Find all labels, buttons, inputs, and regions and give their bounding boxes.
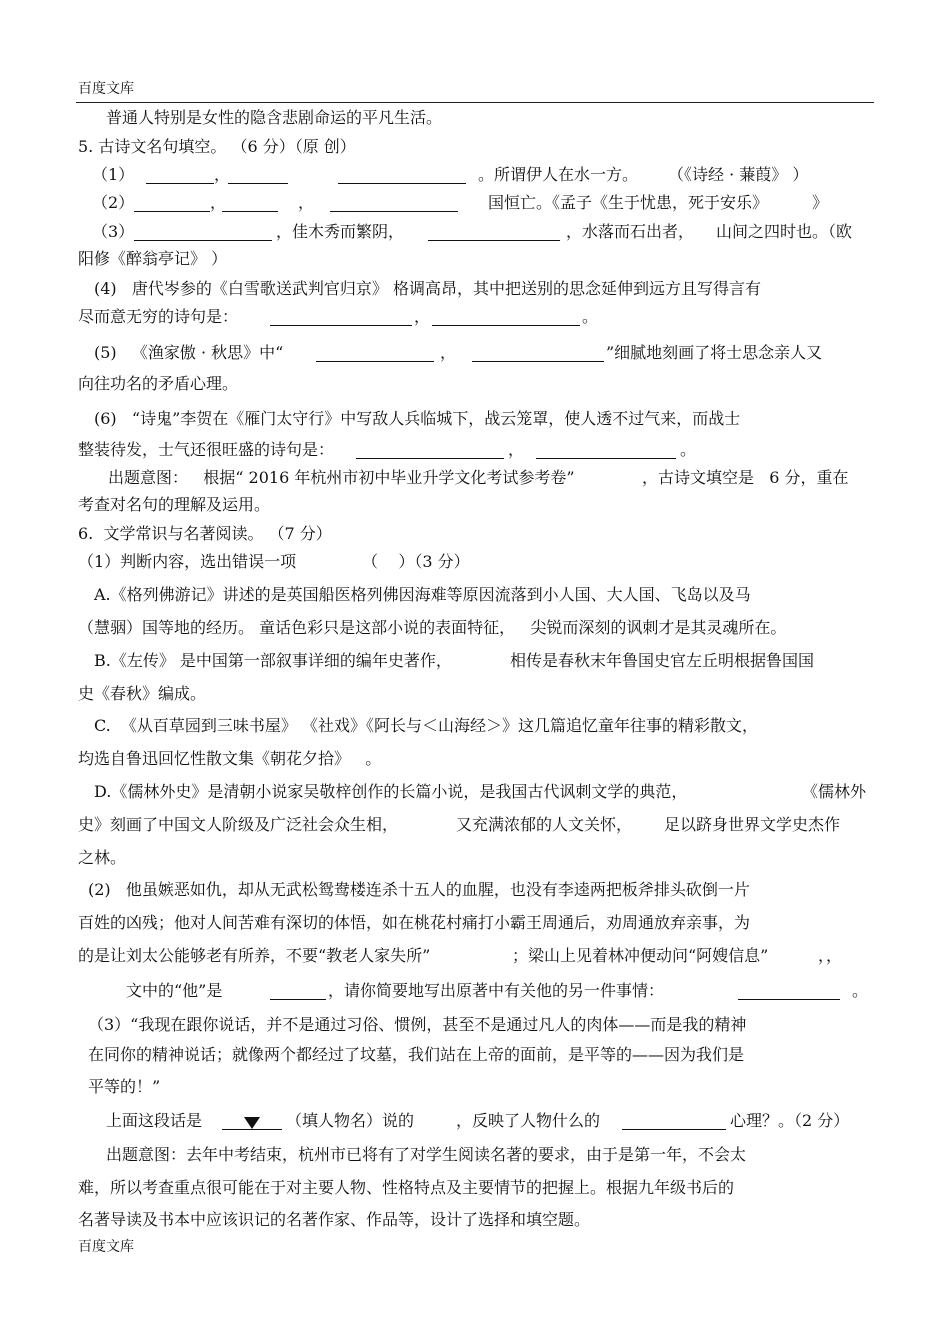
text-line: ；梁山上见着林冲便动问“阿嫂信息” xyxy=(512,946,769,965)
text-line: 难，所以考查重点很可能在于对主要人物、性格特点及主要情节的把握上。根据九年级书后的 xyxy=(78,1178,735,1197)
text-line: 出题意图：去年中考结束，杭州市已将有了对学生阅读名著的要求，由于是第一年，不会太 xyxy=(106,1145,747,1164)
answer-blank[interactable] xyxy=(432,309,580,326)
text-line: 《儒林外 xyxy=(802,782,867,801)
text-line: 足以跻身世界文学史杰作 xyxy=(664,815,841,834)
text-line: 在同你的精神说话；就像两个都经过了坟墓，我们站在上帝的面前，是平等的——因为我们是 xyxy=(88,1045,745,1064)
text-line: ， xyxy=(508,440,525,459)
question-6-heading: 6. 文学常识与名著阅读。 （7 分） xyxy=(78,524,332,543)
text-line: ， xyxy=(298,193,315,212)
text-line: ， xyxy=(214,165,231,184)
text-line: 百姓的凶残；他对人间苦难有深切的体悟，如在桃花村痛打小霸王周通后，劝周通放弃亲事，为 xyxy=(78,913,751,932)
text-line: 。 xyxy=(680,440,697,459)
text-line: 平等的！” xyxy=(88,1077,161,1096)
text-line: ， xyxy=(210,193,227,212)
answer-blank[interactable] xyxy=(316,345,434,362)
answer-blank[interactable] xyxy=(356,442,504,459)
text-line: 的是让刘太公能够老有所养，不要“教老人家失所” xyxy=(78,946,431,965)
header-rule xyxy=(76,102,874,103)
text-line: （3） xyxy=(92,222,135,241)
text-line: （慧骃）国等地的经历。 童话色彩只是这部小说的表面特征， 尖锐而深刻的讽刺才是其灵魂所在。 xyxy=(78,618,787,637)
answer-blank[interactable] xyxy=(134,195,210,212)
text-line: （ ）（3 分） xyxy=(362,552,470,571)
text-line: 向往功名的矛盾心理。 xyxy=(78,374,239,393)
option-d: D.《儒林外史》是清朝小说家吴敬梓创作的长篇小说，是我国古代讽刺文学的典范， xyxy=(94,782,688,801)
text-line: 。 xyxy=(582,307,599,326)
text-line: ，古诗文填空是 6 分，重在 xyxy=(642,468,849,487)
answer-blank[interactable] xyxy=(472,345,604,362)
answer-blank[interactable] xyxy=(536,442,676,459)
text-line: （1） xyxy=(92,165,135,184)
text-line: (6) “诗鬼”李贺在《雁门太守行》中写敌人兵临城下，战云笼罩，使人透不过气来，而战士 xyxy=(94,409,741,428)
text-line: 均选自鲁迅回忆性散文集《朝花夕拾》 。 xyxy=(78,749,382,768)
option-a: A.《格列佛游记》讲述的是英国船医格列佛因海难等原因流落到小人国、大人国、飞岛以及马 xyxy=(94,585,751,604)
option-c: C. 《从百草园到三味书屋》 《社戏》《阿长与＜山海经＞》这几篇追忆童年往事的精彩散文， xyxy=(94,716,759,735)
text-line: ， xyxy=(414,307,431,326)
answer-blank[interactable] xyxy=(330,195,458,212)
text-line: 阳修《醉翁亭记》 ） xyxy=(78,249,228,268)
text-line: （1）判断内容，选出错误一项 xyxy=(78,552,297,571)
text-line: 考查对名句的理解及运用。 xyxy=(78,495,271,514)
text-line: 普通人特别是女性的隐含悲剧命运的平凡生活。 xyxy=(106,108,443,127)
text-line: 又充满浓郁的人文关怀， xyxy=(456,815,633,834)
text-line: ，， xyxy=(818,946,843,965)
text-line: 。所谓伊人在水一方。 xyxy=(478,165,639,184)
text-line: ， xyxy=(440,343,457,362)
text-line: 上面这段话是 xyxy=(106,1111,203,1130)
answer-blank[interactable] xyxy=(222,195,278,212)
text-line: 》 xyxy=(812,193,829,212)
answer-blank[interactable] xyxy=(738,983,840,1000)
answer-blank[interactable] xyxy=(338,167,466,184)
text-line: 心理？。（2 分） xyxy=(730,1111,850,1130)
question-5-heading: 5. 古诗文名句填空。 （6 分）（原 创） xyxy=(78,137,356,156)
text-line: ”细腻地刻画了将士思念亲人又 xyxy=(606,343,823,362)
text-line: ，反映了人物什么的 xyxy=(456,1111,601,1130)
text-line: （2） xyxy=(92,193,135,212)
text-line: （3）“我现在跟你说话，并不是通过习俗、惯例，甚至不是通过凡人的肉体——而是我的精神 xyxy=(88,1015,747,1034)
text-line: 名著导读及书本中应该识记的名著作家、作品等，设计了选择和填空题。 xyxy=(78,1210,591,1229)
text-line: ，请你简要地写出原著中有关他的另一件事情： xyxy=(328,981,665,1000)
text-line: ，水落而石出者， xyxy=(566,222,695,241)
text-line: 国恒亡。《孟子《生于忧患，死于安乐》 xyxy=(488,193,769,212)
text-line: 相传是春秋末年鲁国史官左丘明根据鲁国国 xyxy=(510,651,815,670)
text-line: (2) 他虽嫉恶如仇，却从无武松鸳鸯楼连杀十五人的血腥，也没有李逵两把板斧排头砍倒一片 xyxy=(88,880,750,899)
answer-blank[interactable] xyxy=(222,1113,282,1130)
text-line: 之林。 xyxy=(78,848,127,867)
answer-blank[interactable] xyxy=(270,983,326,1000)
answer-blank[interactable] xyxy=(622,1113,726,1130)
text-line: 。 xyxy=(852,981,869,1000)
text-line: 山间之四时也。（欧 xyxy=(716,222,853,241)
down-triangle-icon xyxy=(244,1117,260,1129)
page-header: 百度文库 xyxy=(78,81,134,97)
option-b: B.《左传》 是中国第一部叙事详细的编年史著作， xyxy=(94,651,452,670)
text-line: （填人物名）说的 xyxy=(286,1111,415,1130)
answer-blank[interactable] xyxy=(270,309,412,326)
text-line: （《诗经 · 蒹葭》 ） xyxy=(668,165,809,184)
answer-blank[interactable] xyxy=(228,167,288,184)
text-line: (4) 唐代岑参的《白雪歌送武判官归京》 格调高昂，其中把送别的思念延伸到远方且写得言有 xyxy=(94,279,762,298)
text-line: ，佳木秀而繁阴， xyxy=(276,222,405,241)
text-line: 出题意图： 根据“ 2016 年杭州市初中毕业升学文化考试参考卷” xyxy=(108,468,575,487)
text-line: (5) 《渔家傲 · 秋思》中“ xyxy=(94,343,284,362)
answer-blank[interactable] xyxy=(134,224,272,241)
answer-blank[interactable] xyxy=(146,167,214,184)
text-line: 尽而意无穷的诗句是： xyxy=(78,307,239,326)
page-footer: 百度文库 xyxy=(78,1239,134,1255)
answer-blank[interactable] xyxy=(428,224,560,241)
text-line: 史《春秋》编成。 xyxy=(78,684,207,703)
text-line: 文中的“他”是 xyxy=(126,981,223,1000)
text-line: 史》刻画了中国文人阶级及广泛社会众生相， xyxy=(78,815,399,834)
text-line: 整装待发，士气还很旺盛的诗句是： xyxy=(78,440,335,459)
